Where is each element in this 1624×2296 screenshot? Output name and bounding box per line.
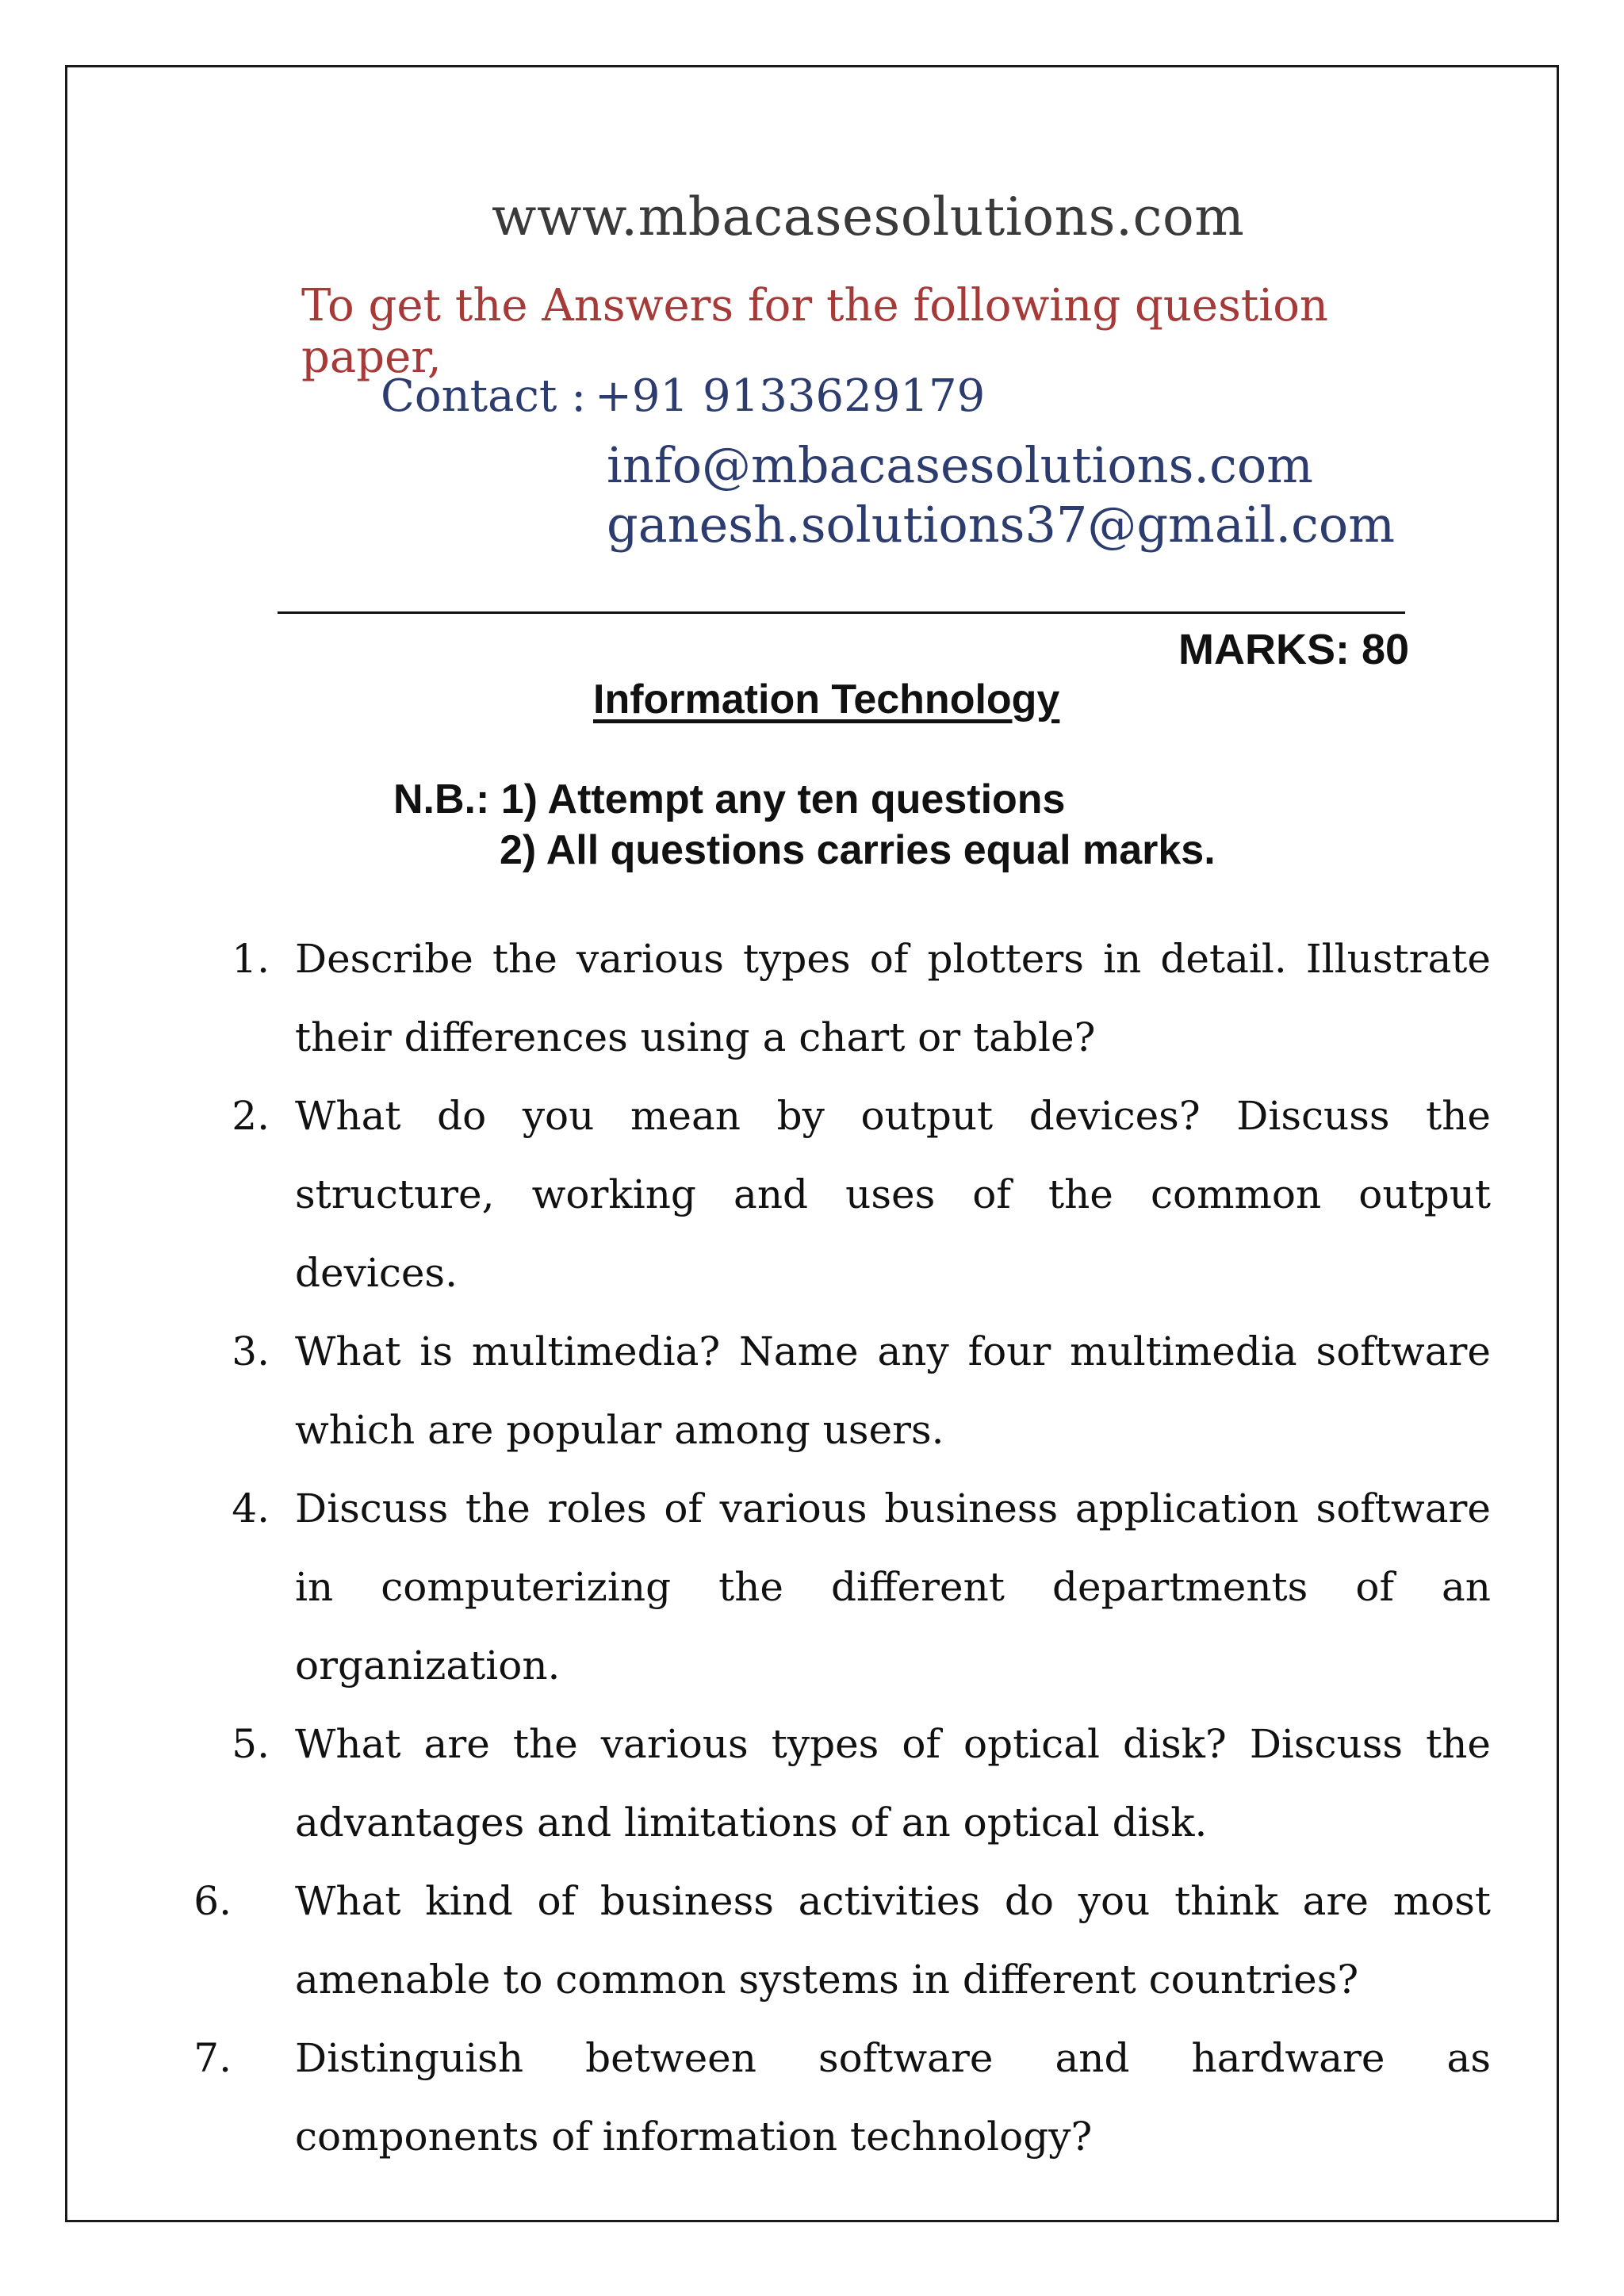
contact-email-secondary: ganesh.solutions37@gmail.com bbox=[607, 496, 1395, 554]
question-number: 6. bbox=[193, 1878, 232, 1924]
advert-banner bbox=[301, 174, 1396, 571]
total-marks: MARKS: 80 bbox=[1178, 626, 1410, 673]
header-divider bbox=[278, 611, 1405, 614]
question-text: Distinguish between software and hardware as components of information technology? bbox=[295, 2035, 1491, 2160]
question-text: What do you mean by output devices? Discuss the structure, working and uses of the common output devices. bbox=[295, 1093, 1491, 1296]
question-item bbox=[190, 1077, 1491, 1313]
question-number: 1. bbox=[232, 936, 270, 982]
question-text: What is multimedia? Name any four multimedia software which are popular among users. bbox=[295, 1328, 1491, 1453]
contact-label: Contact : bbox=[381, 370, 587, 422]
question-number: 7. bbox=[193, 2035, 232, 2081]
question-item bbox=[190, 1470, 1491, 1705]
question-number: 4. bbox=[232, 1485, 270, 1531]
question-text: What are the various types of optical disk? Discuss the advantages and limitations of an optical disk. bbox=[295, 1721, 1491, 1846]
instruction-line-1: N.B.: 1) Attempt any ten questions bbox=[393, 776, 1066, 822]
question-item bbox=[190, 2019, 1491, 2176]
question-text: What kind of business activities do you think are most amenable to common systems in different countries? bbox=[295, 1878, 1491, 2003]
question-item bbox=[190, 1313, 1491, 1470]
question-text: Discuss the roles of various business application software in computerizing the different departments of an organization. bbox=[295, 1485, 1491, 1688]
question-number: 2. bbox=[232, 1093, 270, 1139]
question-item bbox=[190, 920, 1491, 1077]
question-item bbox=[190, 1862, 1491, 2019]
promo-text: To get the Answers for the following question paper, bbox=[301, 280, 1328, 383]
question-list bbox=[190, 920, 1491, 2176]
question-number: 5. bbox=[232, 1721, 270, 1767]
question-text: Describe the various types of plotters in detail. Illustrate their differences using a chart or table? bbox=[295, 936, 1491, 1060]
question-number: 3. bbox=[232, 1328, 270, 1374]
question-item bbox=[190, 1705, 1491, 1862]
contact-phone: +91 9133629179 bbox=[595, 370, 986, 422]
instruction-line-2: 2) All questions carries equal marks. bbox=[500, 827, 1216, 873]
website-url: www.mbacasesolutions.com bbox=[492, 186, 1245, 247]
contact-email-primary: info@mbacasesolutions.com bbox=[607, 436, 1313, 494]
page-title: Information Technology bbox=[593, 677, 1060, 723]
